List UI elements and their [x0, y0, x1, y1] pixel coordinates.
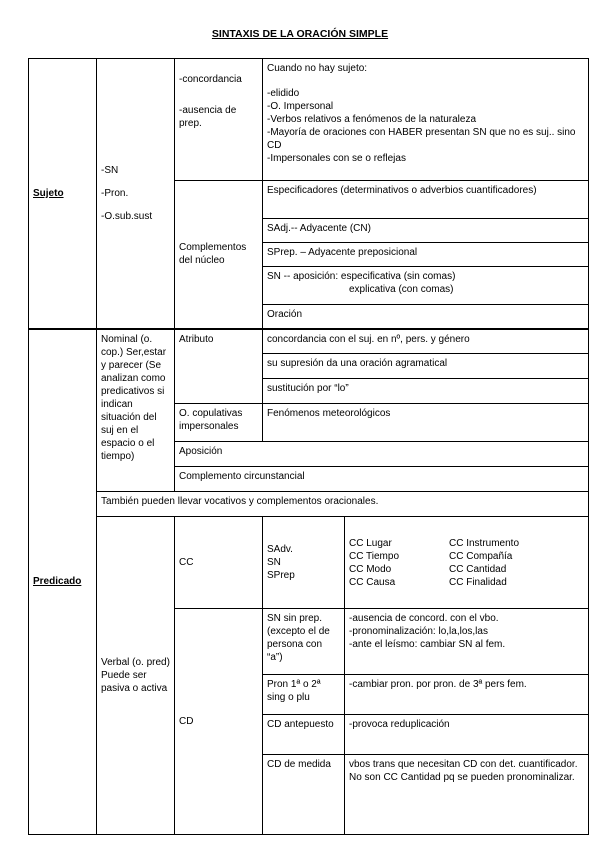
cc-types: SAdv. SN SPrep — [263, 517, 345, 609]
syntax-table — [28, 58, 589, 835]
cd-desc-antepuesto: -provoca reduplicación — [345, 715, 589, 755]
aposicion-cell: SN -- aposición: especificativa (sin comas) explicativa (con comas) — [263, 267, 589, 305]
atributo-label: Atributo — [175, 329, 263, 404]
complemento-circ-row: Complemento circunstancial — [175, 467, 589, 492]
cd-type-medida: CD de medida — [263, 755, 345, 835]
atributo-sustitucion: sustitución por “lo” — [263, 379, 589, 404]
sprep-cell: SPrep. – Adyacente preposicional — [263, 243, 589, 267]
cd-desc-medida: vbos trans que necesitan CD con det. cuantificador. No son CC Cantidad pq se pueden pronominalizar. — [345, 755, 589, 835]
tambien-row: También pueden llevar vocativos y complementos oracionales. — [97, 492, 589, 517]
atributo-concordancia: concordancia con el suj. en nº, pers. y género — [263, 329, 589, 354]
verbal-cell: Verbal (o. pred) Puede ser pasiva o activa — [97, 517, 175, 835]
aposicion-row: Aposición — [175, 442, 589, 467]
cd-type-pron: Pron 1ª o 2ª sing o plu — [263, 675, 345, 715]
cc-label: CC — [175, 517, 263, 609]
oracion-cell: Oración — [263, 305, 589, 329]
sujeto-types: -SN -Pron. -O.sub.sust — [97, 59, 175, 329]
copulativas-value: Fenómenos meteorológicos — [263, 404, 589, 442]
complementos-label: Complementos del núcleo — [175, 181, 263, 329]
predicado-label: Predicado — [29, 329, 97, 835]
sujeto-label: Sujeto — [29, 59, 97, 329]
no-sujeto-cell: Cuando no hay sujeto: -elidido -O. Impersonal -Verbos relativos a fenómenos de la naturaleza -Mayoría de oraciones con HABER presentan SN que no es suj.. sino CD -Impersonales con se o reflejas — [263, 59, 589, 181]
concordancia-cell: -concordancia -ausencia de prep. — [175, 59, 263, 181]
nominal-cell: Nominal (o. cop.) Ser,estar y parecer (Se analizan como predicativos si indican situación del suj en el espacio o el tiempo) — [97, 329, 175, 492]
page-title: SINTAXIS DE LA ORACIÓN SIMPLE — [211, 28, 389, 40]
sadj-cell: SAdj.-- Adyacente (CN) — [263, 219, 589, 243]
cd-label: CD — [175, 609, 263, 835]
atributo-supresion: su supresión da una oración agramatical — [263, 354, 589, 379]
cc-list: CC Lugar CC Instrumento CC Tiempo CC Compañía CC Modo CC Cantidad CC Causa CC Finalidad — [345, 517, 589, 609]
cd-type-sn: SN sin prep. (excepto el de persona con “a”) — [263, 609, 345, 675]
cd-desc-pron: -cambiar pron. por pron. de 3ª pers fem. — [345, 675, 589, 715]
cd-desc-sn: -ausencia de concord. con el vbo. -pronominalización: lo,la,los,las -ante el leísmo: cambiar SN al fem. — [345, 609, 589, 675]
cd-type-antepuesto: CD antepuesto — [263, 715, 345, 755]
copulativas-label: O. copulativas impersonales — [175, 404, 263, 442]
especificadores-cell: Especificadores (determinativos o adverbios cuantificadores) — [263, 181, 589, 219]
